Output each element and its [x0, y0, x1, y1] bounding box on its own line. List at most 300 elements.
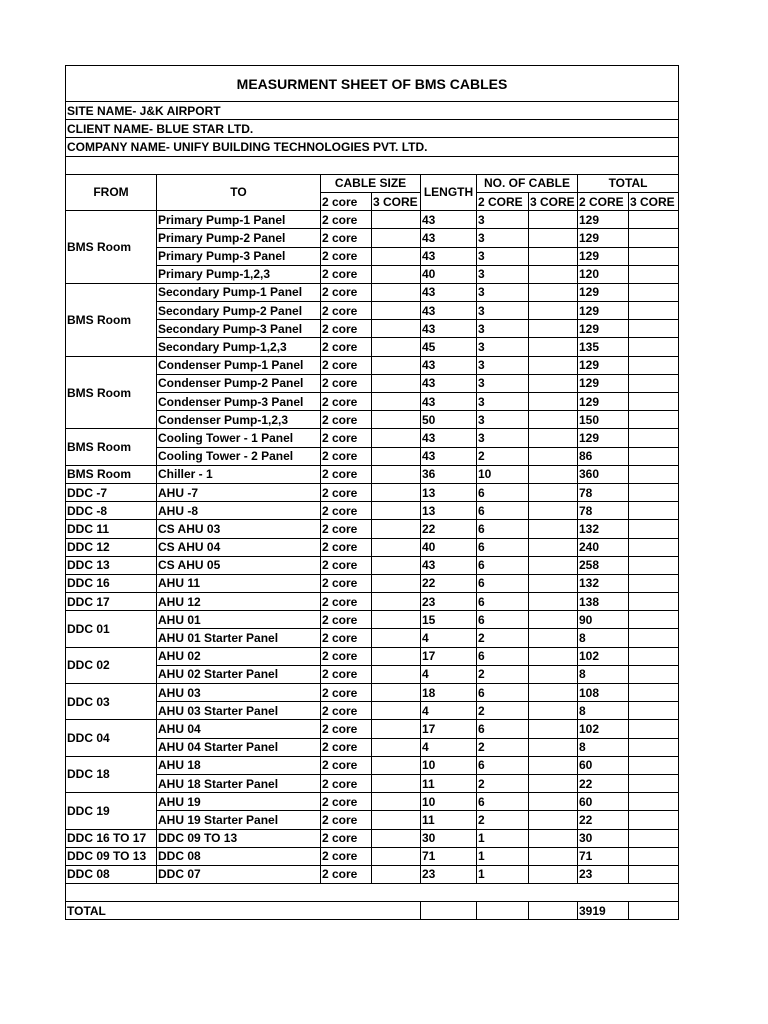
from-cell: BMS Room — [66, 211, 157, 284]
total-2core-cell: 129 — [578, 211, 629, 229]
cable-size-2core-cell: 2 core — [321, 556, 372, 574]
to-cell: Primary Pump-1 Panel — [157, 211, 321, 229]
table-row — [66, 865, 679, 883]
total-3core-cell — [629, 847, 679, 865]
no-cable-2core-cell: 6 — [477, 574, 529, 592]
total-2core-cell: 78 — [578, 502, 629, 520]
cable-size-2core-cell: 2 core — [321, 720, 372, 738]
length-cell: 22 — [421, 520, 477, 538]
no-cable-3core-cell — [529, 847, 578, 865]
no-cable-3core-cell — [529, 247, 578, 265]
total-3core-cell — [629, 411, 679, 429]
length-cell: 10 — [421, 756, 477, 774]
total-2core-cell: 108 — [578, 684, 629, 702]
length-cell: 11 — [421, 811, 477, 829]
no-cable-3core-cell — [529, 356, 578, 374]
total-2core-cell: 132 — [578, 574, 629, 592]
cable-size-3core-cell — [372, 756, 421, 774]
total-3core-cell — [629, 229, 679, 247]
to-cell: Primary Pump-1,2,3 — [157, 265, 321, 283]
cable-size-3core-cell — [372, 320, 421, 338]
length-cell: 43 — [421, 211, 477, 229]
blank-cell — [66, 884, 679, 902]
cable-size-3core-cell — [372, 665, 421, 683]
length-cell: 13 — [421, 502, 477, 520]
no-cable-3core-cell — [529, 393, 578, 411]
total-3core-cell — [629, 665, 679, 683]
total-2core-cell: 60 — [578, 756, 629, 774]
from-cell: BMS Room — [66, 465, 157, 483]
to-cell: AHU 03 — [157, 684, 321, 702]
no-cable-3core-cell — [529, 865, 578, 883]
total-3core-cell — [629, 865, 679, 883]
cable-size-3core-cell — [372, 793, 421, 811]
no-cable-3core-cell — [529, 593, 578, 611]
total-3core-cell — [629, 811, 679, 829]
cable-size-3core-cell — [372, 629, 421, 647]
total-3core-cell — [629, 829, 679, 847]
total-3core-cell — [629, 647, 679, 665]
table-row — [66, 847, 679, 865]
length-cell: 43 — [421, 320, 477, 338]
table-row — [66, 283, 679, 301]
table-row — [66, 374, 679, 392]
total-3core-value — [629, 902, 679, 920]
from-cell: DDC 13 — [66, 556, 157, 574]
total-3core-cell — [629, 211, 679, 229]
total-3core-cell — [629, 629, 679, 647]
no-cable-3core-cell — [529, 811, 578, 829]
table-row — [66, 774, 679, 792]
total-3core-cell — [629, 684, 679, 702]
no-cable-3core-cell — [529, 429, 578, 447]
no-cable-2core-cell: 6 — [477, 556, 529, 574]
cable-size-2core-cell: 2 core — [321, 829, 372, 847]
header-length: LENGTH — [421, 174, 477, 210]
total-2core-cell: 30 — [578, 829, 629, 847]
cable-size-2core-cell: 2 core — [321, 483, 372, 501]
cable-size-3core-cell — [372, 265, 421, 283]
from-cell: DDC 16 — [66, 574, 157, 592]
no-cable-2core-cell: 1 — [477, 865, 529, 883]
total-2core-cell: 102 — [578, 647, 629, 665]
total-2core-cell: 258 — [578, 556, 629, 574]
to-cell: Condenser Pump-3 Panel — [157, 393, 321, 411]
to-cell: Primary Pump-2 Panel — [157, 229, 321, 247]
cable-size-3core-cell — [372, 429, 421, 447]
no-cable-2core-cell: 1 — [477, 829, 529, 847]
total-3core-cell — [629, 283, 679, 301]
length-cell: 18 — [421, 684, 477, 702]
to-cell: Condenser Pump-2 Panel — [157, 374, 321, 392]
to-cell: Cooling Tower - 2 Panel — [157, 447, 321, 465]
total-2core-cell: 8 — [578, 629, 629, 647]
no-cable-3core-cell — [529, 629, 578, 647]
cable-size-3core-cell — [372, 574, 421, 592]
cable-size-2core-cell: 2 core — [321, 320, 372, 338]
cable-size-2core-cell: 2 core — [321, 611, 372, 629]
from-cell: DDC 18 — [66, 756, 157, 792]
header-no-cable-2core: 2 CORE — [477, 192, 529, 210]
to-cell: Secondary Pump-2 Panel — [157, 302, 321, 320]
grand-total-value: 3919 — [578, 902, 629, 920]
to-cell: DDC 07 — [157, 865, 321, 883]
table-row — [66, 811, 679, 829]
table-row — [66, 574, 679, 592]
cable-size-2core-cell: 2 core — [321, 684, 372, 702]
length-cell: 13 — [421, 483, 477, 501]
no-cable-2core-cell: 3 — [477, 374, 529, 392]
cable-size-3core-cell — [372, 247, 421, 265]
table-row — [66, 393, 679, 411]
cable-size-2core-cell: 2 core — [321, 702, 372, 720]
to-cell: Secondary Pump-3 Panel — [157, 320, 321, 338]
length-cell: 50 — [421, 411, 477, 429]
table-row — [66, 593, 679, 611]
to-cell: Condenser Pump-1 Panel — [157, 356, 321, 374]
total-3core-cell — [629, 520, 679, 538]
cable-size-3core-cell — [372, 502, 421, 520]
cable-size-2core-cell: 2 core — [321, 774, 372, 792]
to-cell: DDC 09 TO 13 — [157, 829, 321, 847]
to-cell: Cooling Tower - 1 Panel — [157, 429, 321, 447]
cable-size-3core-cell — [372, 338, 421, 356]
total-3core-cell — [629, 320, 679, 338]
cable-size-3core-cell — [372, 465, 421, 483]
total-3core-cell — [629, 393, 679, 411]
cable-size-3core-cell — [372, 374, 421, 392]
cable-size-2core-cell: 2 core — [321, 283, 372, 301]
from-cell: DDC 17 — [66, 593, 157, 611]
table-row — [66, 538, 679, 556]
cable-size-2core-cell: 2 core — [321, 411, 372, 429]
table-row — [66, 265, 679, 283]
from-cell: DDC 02 — [66, 647, 157, 683]
to-cell: CS AHU 05 — [157, 556, 321, 574]
cable-size-2core-cell: 2 core — [321, 465, 372, 483]
to-cell: Secondary Pump-1 Panel — [157, 283, 321, 301]
to-cell: AHU 02 — [157, 647, 321, 665]
no-cable-3core-cell — [529, 702, 578, 720]
to-cell: AHU 19 Starter Panel — [157, 811, 321, 829]
total-length-cell — [421, 902, 477, 920]
header-no-cable-3core: 3 CORE — [529, 192, 578, 210]
total-3core-cell — [629, 356, 679, 374]
no-cable-2core-cell: 6 — [477, 720, 529, 738]
from-cell: DDC -8 — [66, 502, 157, 520]
total-2core-cell: 129 — [578, 283, 629, 301]
no-cable-2core-cell: 6 — [477, 538, 529, 556]
to-cell: Secondary Pump-1,2,3 — [157, 338, 321, 356]
total-3core-cell — [629, 593, 679, 611]
length-cell: 10 — [421, 793, 477, 811]
table-row — [66, 211, 679, 229]
total-3core-cell — [629, 374, 679, 392]
table-row — [66, 320, 679, 338]
no-cable-3core-cell — [529, 774, 578, 792]
cable-size-3core-cell — [372, 647, 421, 665]
cable-size-3core-cell — [372, 556, 421, 574]
length-cell: 40 — [421, 265, 477, 283]
total-3core-cell — [629, 429, 679, 447]
site-name: SITE NAME- J&K AIRPORT — [66, 102, 679, 120]
length-cell: 23 — [421, 593, 477, 611]
total-2core-cell: 129 — [578, 302, 629, 320]
cable-size-3core-cell — [372, 702, 421, 720]
length-cell: 45 — [421, 338, 477, 356]
cable-size-2core-cell: 2 core — [321, 211, 372, 229]
cable-size-2core-cell: 2 core — [321, 265, 372, 283]
total-3core-cell — [629, 774, 679, 792]
no-cable-2core-cell: 6 — [477, 756, 529, 774]
no-cable-2core-cell: 6 — [477, 593, 529, 611]
to-cell: Condenser Pump-1,2,3 — [157, 411, 321, 429]
total-2core-cell: 120 — [578, 265, 629, 283]
to-cell: AHU 11 — [157, 574, 321, 592]
to-cell: DDC 08 — [157, 847, 321, 865]
no-cable-3core-cell — [529, 720, 578, 738]
from-cell: DDC -7 — [66, 483, 157, 501]
no-cable-2core-cell: 3 — [477, 320, 529, 338]
cable-size-2core-cell: 2 core — [321, 229, 372, 247]
table-row — [66, 738, 679, 756]
client-name: CLIENT NAME- BLUE STAR LTD. — [66, 120, 679, 138]
length-cell: 22 — [421, 574, 477, 592]
no-cable-2core-cell: 2 — [477, 665, 529, 683]
table-row — [66, 411, 679, 429]
total-3core-cell — [629, 338, 679, 356]
cable-size-3core-cell — [372, 811, 421, 829]
total-2core-cell: 78 — [578, 483, 629, 501]
cable-size-2core-cell: 2 core — [321, 756, 372, 774]
total-3core-cell — [629, 247, 679, 265]
no-cable-3core-cell — [529, 229, 578, 247]
length-cell: 43 — [421, 447, 477, 465]
cable-size-2core-cell: 2 core — [321, 665, 372, 683]
cable-size-2core-cell: 2 core — [321, 847, 372, 865]
to-cell: AHU 01 Starter Panel — [157, 629, 321, 647]
table-row — [66, 447, 679, 465]
length-cell: 43 — [421, 429, 477, 447]
no-cable-2core-cell: 3 — [477, 211, 529, 229]
cable-size-3core-cell — [372, 520, 421, 538]
cable-size-2core-cell: 2 core — [321, 502, 372, 520]
no-cable-3core-cell — [529, 647, 578, 665]
length-cell: 43 — [421, 356, 477, 374]
total-label: TOTAL — [66, 902, 421, 920]
no-cable-2core-cell: 3 — [477, 247, 529, 265]
cable-size-2core-cell: 2 core — [321, 629, 372, 647]
no-cable-3core-cell — [529, 447, 578, 465]
table-row — [66, 229, 679, 247]
no-cable-3core-cell — [529, 756, 578, 774]
total-3core-cell — [629, 574, 679, 592]
table-row — [66, 520, 679, 538]
total-3core-cell — [629, 611, 679, 629]
length-cell: 43 — [421, 393, 477, 411]
to-cell: CS AHU 03 — [157, 520, 321, 538]
from-cell: DDC 04 — [66, 720, 157, 756]
cable-size-2core-cell: 2 core — [321, 356, 372, 374]
to-cell: AHU 03 Starter Panel — [157, 702, 321, 720]
total-2core-cell: 150 — [578, 411, 629, 429]
total-2core-cell: 71 — [578, 847, 629, 865]
total-2core-cell: 129 — [578, 429, 629, 447]
cable-size-2core-cell: 2 core — [321, 429, 372, 447]
total-2core-cell: 129 — [578, 229, 629, 247]
cable-size-2core-cell: 2 core — [321, 374, 372, 392]
from-cell: BMS Room — [66, 356, 157, 429]
no-cable-2core-cell: 6 — [477, 611, 529, 629]
total-3core-cell — [629, 538, 679, 556]
total-no-cable-3core-cell — [529, 902, 578, 920]
header-cable-size-2core: 2 core — [321, 192, 372, 210]
table-row — [66, 756, 679, 774]
cable-size-3core-cell — [372, 720, 421, 738]
no-cable-3core-cell — [529, 211, 578, 229]
table-row — [66, 793, 679, 811]
length-cell: 40 — [421, 538, 477, 556]
total-3core-cell — [629, 756, 679, 774]
cable-size-3core-cell — [372, 393, 421, 411]
no-cable-2core-cell: 3 — [477, 338, 529, 356]
table-row — [66, 720, 679, 738]
table-row — [66, 502, 679, 520]
length-cell: 11 — [421, 774, 477, 792]
company-name: COMPANY NAME- UNIFY BUILDING TECHNOLOGIES PVT. LTD. — [66, 138, 679, 156]
total-2core-cell: 8 — [578, 702, 629, 720]
total-3core-cell — [629, 556, 679, 574]
measurement-sheet-table — [65, 65, 679, 920]
cable-size-2core-cell: 2 core — [321, 447, 372, 465]
length-cell: 30 — [421, 829, 477, 847]
no-cable-2core-cell: 3 — [477, 302, 529, 320]
table-row — [66, 302, 679, 320]
from-cell: DDC 12 — [66, 538, 157, 556]
length-cell: 23 — [421, 865, 477, 883]
no-cable-3core-cell — [529, 302, 578, 320]
length-cell: 15 — [421, 611, 477, 629]
length-cell: 36 — [421, 465, 477, 483]
cable-size-3core-cell — [372, 774, 421, 792]
to-cell: AHU 19 — [157, 793, 321, 811]
no-cable-3core-cell — [529, 556, 578, 574]
to-cell: Primary Pump-3 Panel — [157, 247, 321, 265]
table-row — [66, 247, 679, 265]
total-2core-cell: 23 — [578, 865, 629, 883]
no-cable-2core-cell: 6 — [477, 520, 529, 538]
no-cable-3core-cell — [529, 574, 578, 592]
header-from: FROM — [66, 174, 157, 210]
no-cable-3core-cell — [529, 465, 578, 483]
cable-size-3core-cell — [372, 847, 421, 865]
total-2core-cell: 132 — [578, 520, 629, 538]
cable-size-2core-cell: 2 core — [321, 302, 372, 320]
cable-size-3core-cell — [372, 447, 421, 465]
header-to: TO — [157, 174, 321, 210]
to-cell: AHU -8 — [157, 502, 321, 520]
length-cell: 4 — [421, 738, 477, 756]
total-2core-cell: 102 — [578, 720, 629, 738]
to-cell: AHU 01 — [157, 611, 321, 629]
no-cable-3core-cell — [529, 483, 578, 501]
length-cell: 43 — [421, 283, 477, 301]
no-cable-3core-cell — [529, 338, 578, 356]
total-2core-cell: 129 — [578, 374, 629, 392]
no-cable-3core-cell — [529, 520, 578, 538]
table-row — [66, 629, 679, 647]
total-2core-cell: 129 — [578, 320, 629, 338]
header-total-2core: 2 CORE — [578, 192, 629, 210]
no-cable-3core-cell — [529, 665, 578, 683]
length-cell: 4 — [421, 629, 477, 647]
cable-size-3core-cell — [372, 538, 421, 556]
no-cable-2core-cell: 6 — [477, 793, 529, 811]
total-3core-cell — [629, 483, 679, 501]
no-cable-3core-cell — [529, 283, 578, 301]
header-total: TOTAL — [578, 174, 679, 192]
length-cell: 17 — [421, 647, 477, 665]
cable-size-2core-cell: 2 core — [321, 793, 372, 811]
no-cable-3core-cell — [529, 684, 578, 702]
total-3core-cell — [629, 502, 679, 520]
cable-size-2core-cell: 2 core — [321, 647, 372, 665]
cable-size-3core-cell — [372, 483, 421, 501]
no-cable-2core-cell: 1 — [477, 847, 529, 865]
to-cell: AHU 18 — [157, 756, 321, 774]
no-cable-2core-cell: 2 — [477, 774, 529, 792]
length-cell: 43 — [421, 374, 477, 392]
total-3core-cell — [629, 265, 679, 283]
to-cell: AHU 12 — [157, 593, 321, 611]
total-2core-cell: 86 — [578, 447, 629, 465]
total-3core-cell — [629, 793, 679, 811]
no-cable-3core-cell — [529, 738, 578, 756]
length-cell: 71 — [421, 847, 477, 865]
no-cable-2core-cell: 3 — [477, 229, 529, 247]
total-2core-cell: 129 — [578, 247, 629, 265]
total-2core-cell: 22 — [578, 774, 629, 792]
table-row — [66, 611, 679, 629]
no-cable-2core-cell: 3 — [477, 393, 529, 411]
cable-size-3core-cell — [372, 211, 421, 229]
cable-size-2core-cell: 2 core — [321, 593, 372, 611]
table-row — [66, 829, 679, 847]
table-row — [66, 665, 679, 683]
no-cable-2core-cell: 6 — [477, 483, 529, 501]
no-cable-3core-cell — [529, 611, 578, 629]
cable-size-3core-cell — [372, 684, 421, 702]
to-cell: CS AHU 04 — [157, 538, 321, 556]
cable-size-2core-cell: 2 core — [321, 574, 372, 592]
cable-size-3core-cell — [372, 229, 421, 247]
cable-size-2core-cell: 2 core — [321, 247, 372, 265]
length-cell: 43 — [421, 229, 477, 247]
no-cable-3core-cell — [529, 411, 578, 429]
total-3core-cell — [629, 302, 679, 320]
total-3core-cell — [629, 720, 679, 738]
total-2core-cell: 135 — [578, 338, 629, 356]
no-cable-2core-cell: 2 — [477, 811, 529, 829]
no-cable-3core-cell — [529, 265, 578, 283]
no-cable-2core-cell: 3 — [477, 429, 529, 447]
to-cell: Chiller - 1 — [157, 465, 321, 483]
cable-size-3core-cell — [372, 302, 421, 320]
table-row — [66, 356, 679, 374]
sheet-title: MEASURMENT SHEET OF BMS CABLES — [66, 66, 679, 102]
from-cell: DDC 09 TO 13 — [66, 847, 157, 865]
length-cell: 43 — [421, 556, 477, 574]
